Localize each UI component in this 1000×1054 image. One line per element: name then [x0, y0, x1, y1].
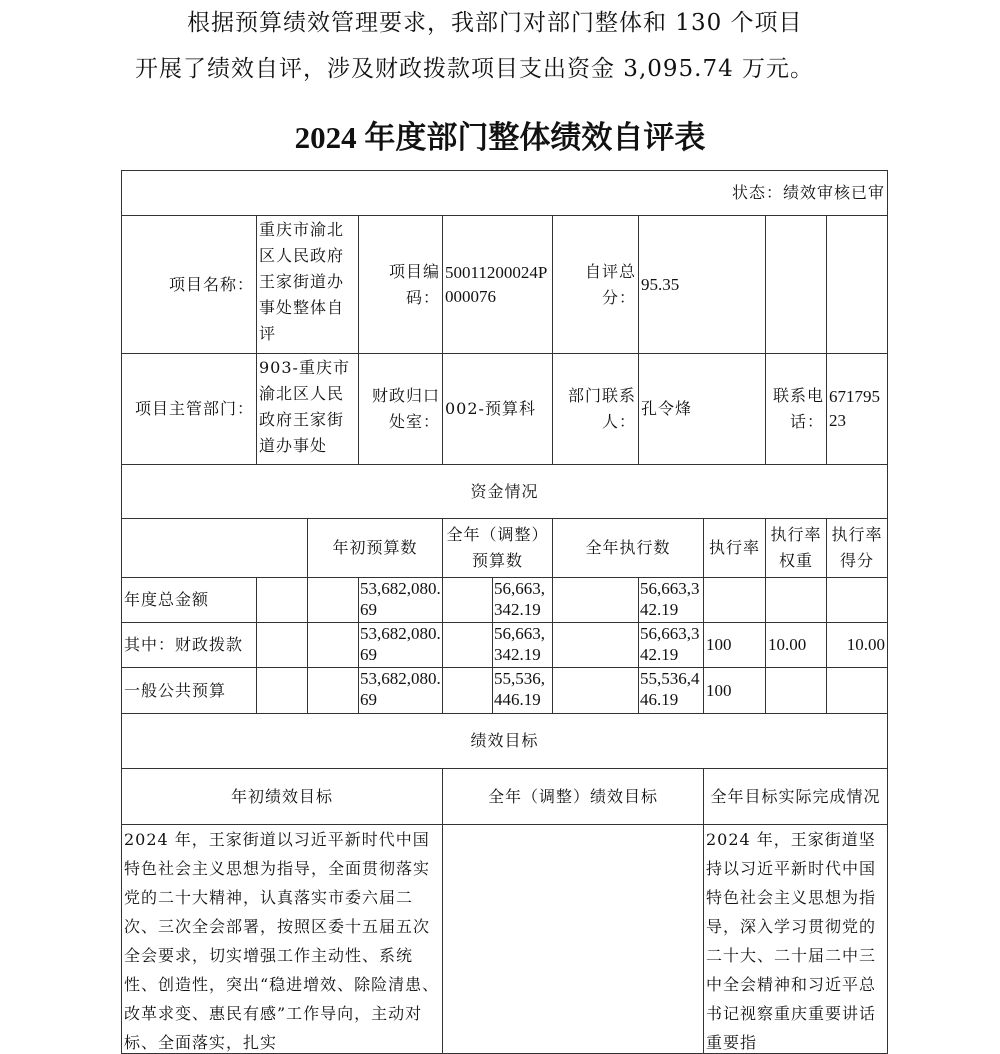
finance-office-label: 财政归口处室：: [358, 353, 443, 465]
status-cell: [121, 170, 888, 216]
empty-cell: [552, 622, 639, 668]
funds-header-executed: 全年执行数: [552, 518, 704, 578]
project-code-label: 项目编码：: [358, 215, 443, 354]
row-label: 一般公共预算: [121, 667, 257, 714]
adjusted-budget: 56,663,342.19: [492, 577, 553, 623]
dept-label: 项目主管部门：: [121, 353, 257, 465]
goals-header-actual: 全年目标实际完成情况: [703, 768, 888, 825]
page-title: 2024 年度部门整体绩效自评表: [294, 120, 706, 155]
empty-cell: [256, 622, 308, 668]
goals-header-adjusted: 全年（调整）绩效目标: [442, 768, 704, 825]
rate-weight: [765, 667, 827, 714]
rate-weight: 10.00: [765, 622, 827, 668]
empty-cell: [552, 667, 639, 714]
initial-budget: 53,682,080.69: [358, 577, 443, 623]
row-label: 其中：财政拨款: [121, 622, 257, 668]
empty-cell: [826, 215, 888, 354]
empty-cell: [256, 577, 308, 623]
initial-budget: 53,682,080.69: [358, 622, 443, 668]
contact-label: 部门联系人：: [552, 353, 639, 465]
empty-cell: [442, 667, 493, 714]
funds-header-score: 执行率得分: [826, 518, 888, 578]
rate-score: [826, 667, 888, 714]
empty-cell: [765, 215, 827, 354]
executed-amount: 55,536,446.19: [638, 667, 704, 714]
status-text: 状态：绩效审核已审: [731, 183, 885, 202]
empty-cell: [442, 577, 493, 623]
executed-amount: 56,663,342.19: [638, 577, 704, 623]
intro-line-1: 根据预算绩效管理要求，我部门对部门整体和 130 个项目: [187, 10, 803, 36]
intro-paragraph: [135, 0, 895, 92]
score-label: 自评总分：: [552, 215, 639, 354]
adjusted-budget: 55,536,446.19: [492, 667, 553, 714]
goals-header-initial: 年初绩效目标: [121, 768, 443, 825]
project-name-label: 项目名称：: [121, 215, 257, 354]
project-name-value: 重庆市渝北区人民政府王家街道办事处整体自评: [256, 215, 359, 354]
empty-cell: [307, 577, 359, 623]
funds-header-blank: [121, 518, 308, 578]
rate-score: [826, 577, 888, 623]
execution-rate: [703, 577, 766, 623]
goals-section-title: 绩效目标: [121, 713, 888, 769]
phone-value: 67179523: [826, 353, 888, 465]
score-value: 95.35: [638, 215, 766, 354]
finance-office-value: 002-预算科: [442, 353, 553, 465]
initial-goal-text: 2024 年，王家街道以习近平新时代中国特色社会主义思想为指导，全面贯彻落实党的二十大精神，认真落实市委六届二次、三次全会部署，按照区委十五届五次全会要求，切实增强工作主动性、系统性、创造性，突出“稳进增效、除险清患、改革求变、惠民有感”工作导向，主动对标、全面落实，扎实: [121, 824, 443, 1054]
funds-header-rate: 执行率: [703, 518, 766, 578]
execution-rate: 100: [703, 622, 766, 668]
row-label: 年度总金额: [121, 577, 257, 623]
empty-cell: [307, 667, 359, 714]
phone-label: 联系电话：: [765, 353, 827, 465]
dept-value: 903-重庆市渝北区人民政府王家街道办事处: [256, 353, 359, 465]
rate-score: 10.00: [826, 622, 888, 668]
empty-cell: [442, 622, 493, 668]
adjusted-goal-text: [442, 824, 704, 1054]
initial-budget: 53,682,080.69: [358, 667, 443, 714]
actual-completion-text: 2024 年，王家街道坚持以习近平新时代中国特色社会主义思想为指导，深入学习贯彻党的二十大、二十届二中三中全会精神和习近平总书记视察重庆重要讲话重要指: [703, 824, 888, 1054]
empty-cell: [552, 577, 639, 623]
adjusted-budget: 56,663,342.19: [492, 622, 553, 668]
funds-section-title: 资金情况: [121, 464, 888, 519]
execution-rate: 100: [703, 667, 766, 714]
funds-header-adjusted: 全年（调整）预算数: [442, 518, 553, 578]
rate-weight: [765, 577, 827, 623]
empty-cell: [256, 667, 308, 714]
intro-line-2: 开展了绩效自评，涉及财政拨款项目支出资金 3,095.74 万元。: [135, 56, 815, 82]
empty-cell: [307, 622, 359, 668]
executed-amount: 56,663,342.19: [638, 622, 704, 668]
funds-header-weight: 执行率权重: [765, 518, 827, 578]
project-code-value: 50011200024P000076: [442, 215, 553, 354]
funds-header-initial: 年初预算数: [307, 518, 443, 578]
contact-value: 孔令烽: [638, 353, 766, 465]
